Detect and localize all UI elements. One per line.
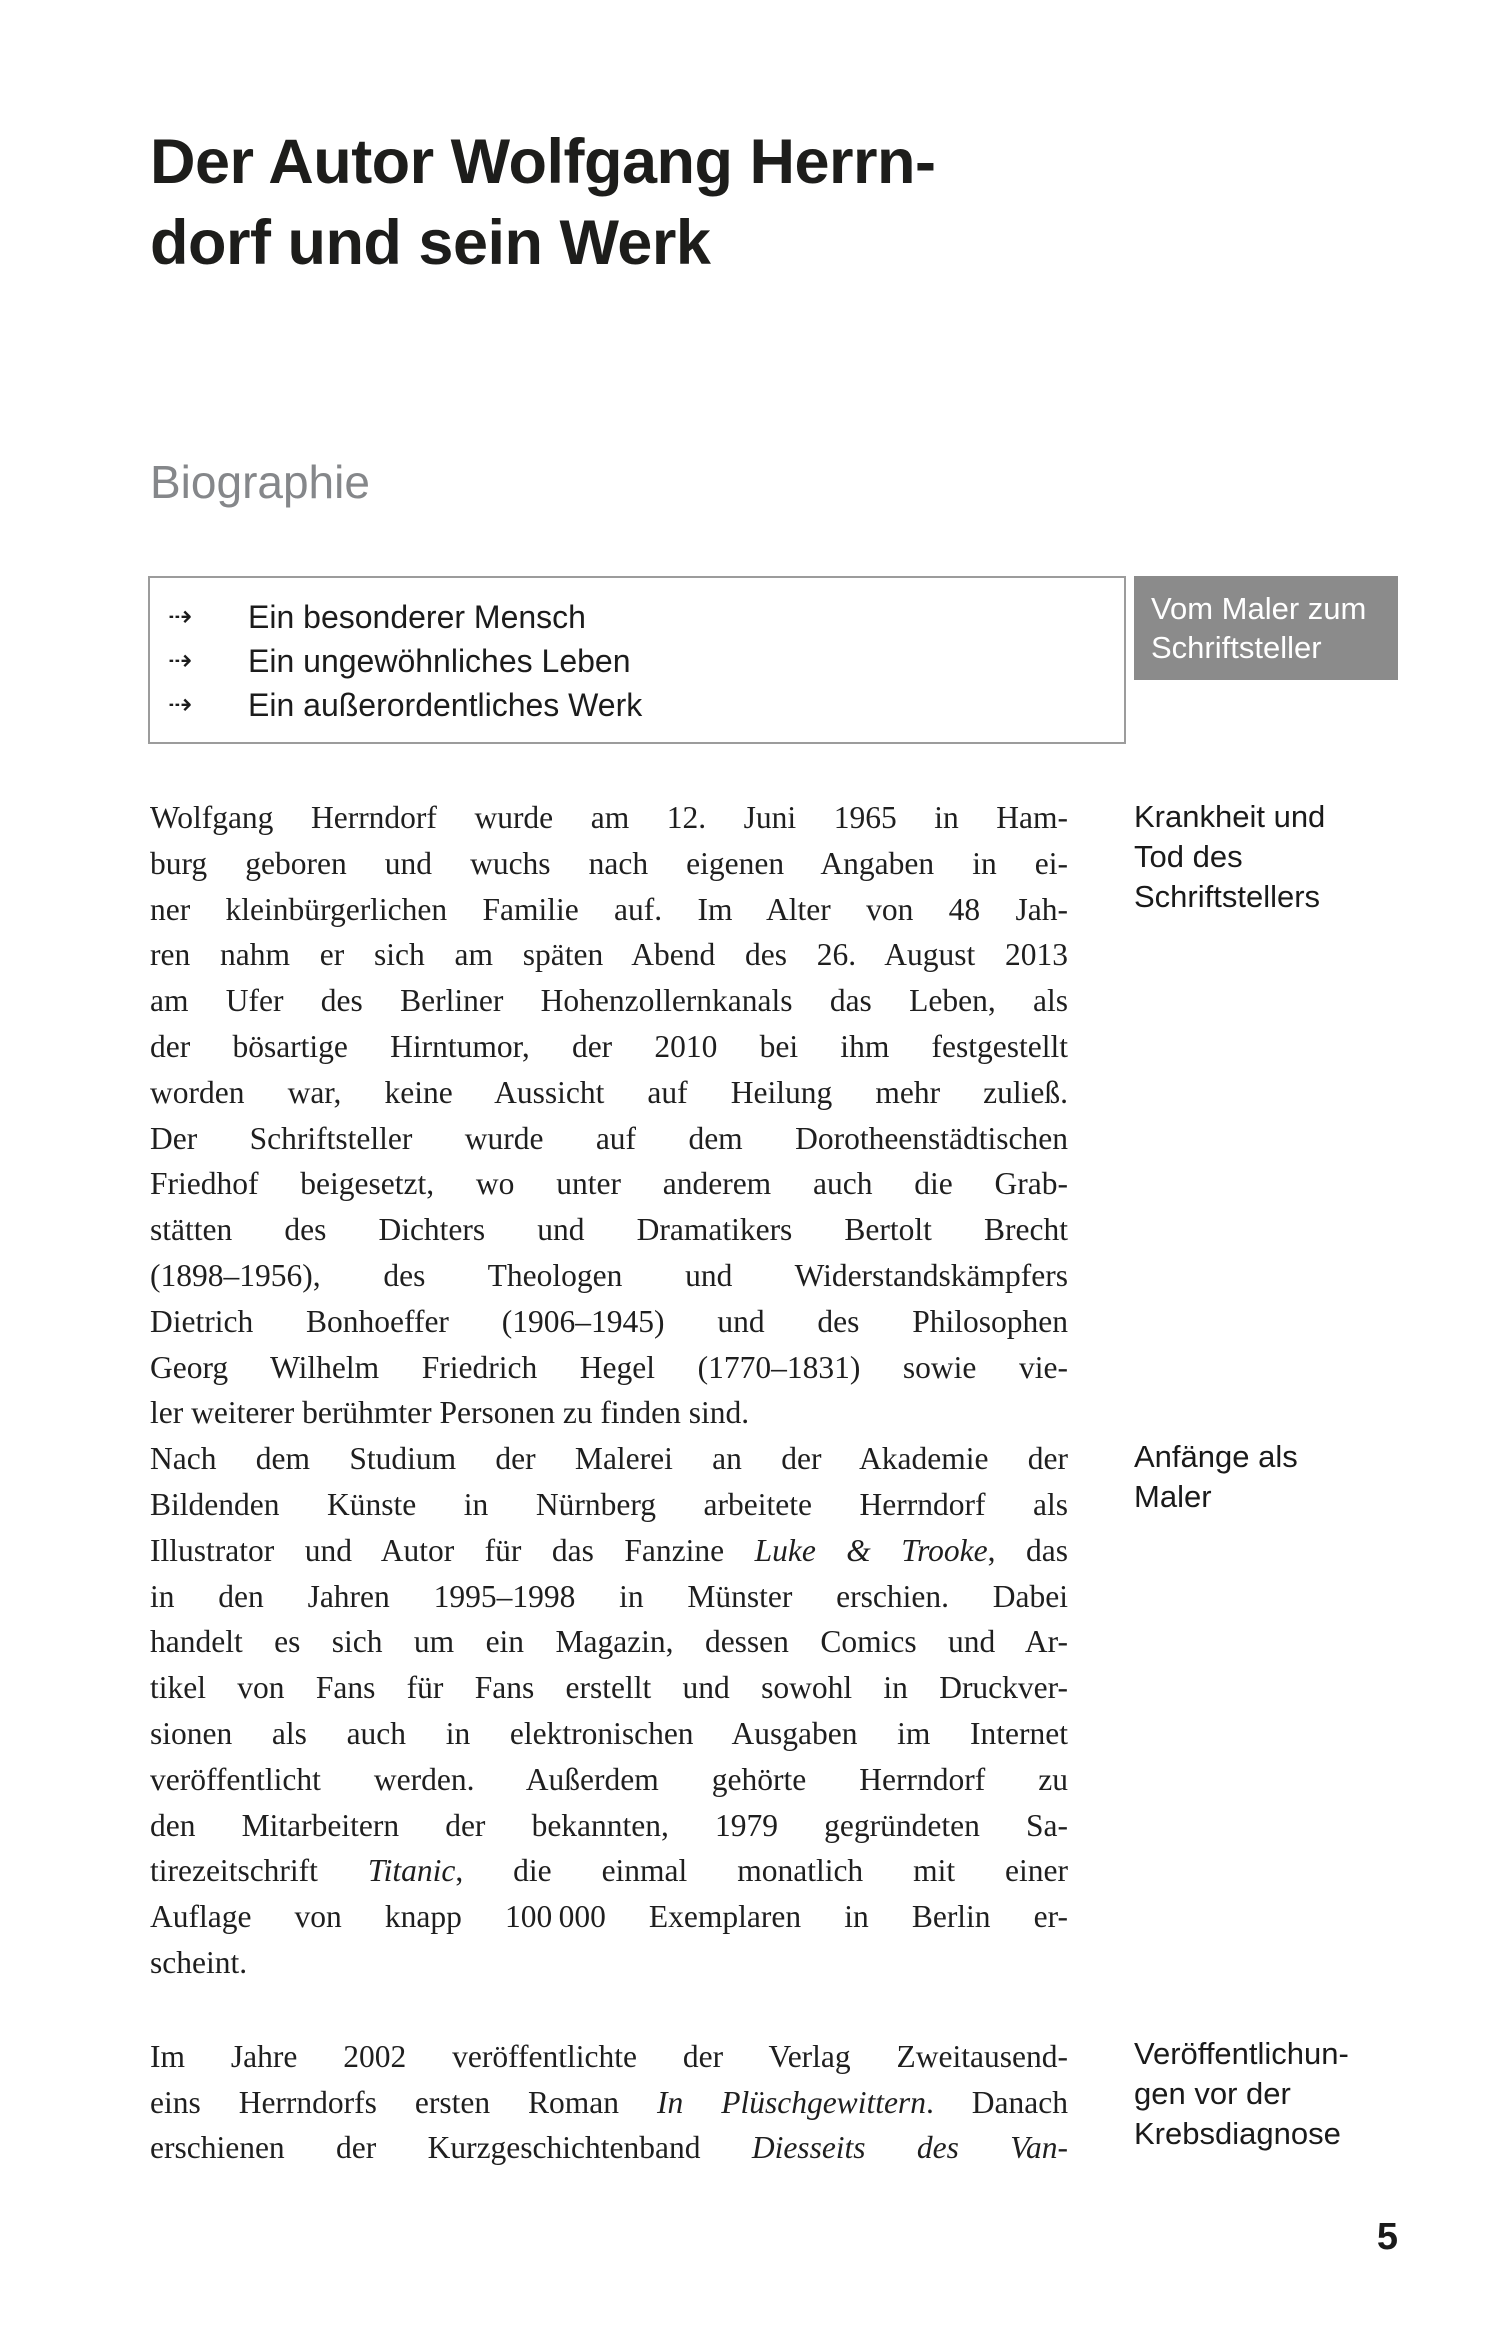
margin-note-line: gen vor der — [1134, 2076, 1291, 2111]
body-line: am Ufer des Berliner Hohenzollernkanals das Leben, als — [150, 983, 1068, 1019]
body-line: Wolfgang Herrndorf wurde am 12. Juni 1965 in Ham- — [150, 800, 1068, 835]
summary-item — [168, 595, 1114, 639]
body-line: Georg Wilhelm Friedrich Hegel (1770–1831) sowie vie- — [150, 1349, 1068, 1385]
dashed-arrow-icon: ⇢ — [168, 689, 193, 721]
body-line: in den Jahren 1995–1998 in Münster erschien. Dabei — [150, 1578, 1068, 1614]
dashed-arrow-icon: ⇢ — [168, 601, 193, 633]
body-line: Nach dem Studium der Malerei an der Akademie der — [150, 1441, 1068, 1477]
margin-note-line: Krankheit und — [1134, 799, 1326, 834]
margin-label-line: Schriftsteller — [1151, 630, 1322, 665]
body-line: veröffentlicht werden. Außerdem gehörte Herrndorf zu — [150, 1761, 1068, 1797]
body-line: Bildenden Künste in Nürnberg arbeitete Herrndorf als — [150, 1486, 1068, 1522]
body-line: burg geboren und wuchs nach eigenen Angaben in ei- — [150, 845, 1068, 881]
body-line: Dietrich Bonhoeffer (1906–1945) und des Philosophen — [150, 1303, 1068, 1339]
body-text — [150, 795, 1068, 2171]
section-heading: Biographie — [150, 456, 370, 508]
page-title-line-1: Der Autor Wolfgang Herrn- — [150, 127, 936, 197]
body-line: (1898–1956), des Theologen und Widerstandskämpfers — [150, 1257, 1068, 1293]
body-line: stätten des Dichters und Dramatikers Bertolt Brecht — [150, 1212, 1068, 1248]
margin-note-line: Krebsdiagnose — [1134, 2116, 1341, 2151]
body-line: der bösartige Hirntumor, der 2010 bei ihm festgestellt — [150, 1028, 1068, 1064]
margin-note-line: Maler — [1134, 1479, 1212, 1514]
body-line: handelt es sich um ein Magazin, dessen Comics und Ar- — [150, 1624, 1068, 1660]
body-line: eins Herrndorfs ersten Roman In Plüschgewittern. Danach — [150, 2084, 1068, 2120]
paragraph — [150, 795, 1068, 1436]
body-line: ler weiterer berühmter Personen zu finden sind. — [150, 1395, 750, 1431]
margin-note-veroeffentlichungen — [1134, 2034, 1404, 2154]
body-line: den Mitarbeitern der bekannten, 1979 gegründeten Sa- — [150, 1807, 1068, 1843]
body-line: Friedhof beigesetzt, wo unter anderem auch die Grab- — [150, 1166, 1068, 1202]
body-line: sionen als auch in elektronischen Ausgaben im Internet — [150, 1715, 1068, 1751]
margin-note-line: Veröffentlichun- — [1134, 2036, 1349, 2071]
margin-note-line: Schriftstellers — [1134, 879, 1321, 914]
margin-label-vom-maler-zum-schriftsteller — [1134, 576, 1398, 680]
body-line: worden war, keine Aussicht auf Heilung mehr zuließ. — [150, 1074, 1068, 1110]
body-line: scheint. — [150, 1944, 248, 1980]
summary-item-label: Ein außerordentliches Werk — [248, 687, 643, 723]
summary-item-label: Ein ungewöhnliches Leben — [248, 643, 631, 679]
summary-box — [148, 576, 1126, 744]
margin-note-anfaenge-als-maler — [1134, 1437, 1404, 1517]
margin-note-line: Anfänge als — [1134, 1439, 1298, 1474]
body-line: tirezeitschrift Titanic, die einmal monatlich mit einer — [150, 1853, 1068, 1889]
body-line: ren nahm er sich am späten Abend des 26. August 2013 — [150, 937, 1068, 973]
body-line: Der Schriftsteller wurde auf dem Dorotheenstädtischen — [150, 1120, 1068, 1156]
body-line: erschienen der Kurzgeschichtenband Diesseits des Van- — [150, 2130, 1068, 2166]
margin-note-krankheit-und-tod — [1134, 797, 1404, 917]
paragraph — [150, 1436, 1068, 1986]
margin-note-line: Tod des — [1134, 839, 1243, 874]
page-number: 5 — [1376, 2216, 1398, 2258]
margin-label-line: Vom Maler zum — [1151, 591, 1367, 626]
page-title-line-2: dorf und sein Werk — [150, 208, 711, 278]
paragraph — [150, 2034, 1068, 2171]
summary-item — [168, 639, 1114, 683]
body-line: tikel von Fans für Fans erstellt und sowohl in Druckver- — [150, 1670, 1068, 1706]
body-line: ner kleinbürgerlichen Familie auf. Im Alter von 48 Jah- — [150, 891, 1068, 927]
body-line: Illustrator und Autor für das Fanzine Luke & Trooke, das — [150, 1532, 1068, 1568]
summary-item-label: Ein besonderer Mensch — [248, 599, 586, 635]
dashed-arrow-icon: ⇢ — [168, 645, 193, 677]
page-title — [150, 122, 936, 284]
summary-item — [168, 683, 1114, 727]
body-line: Auflage von knapp 100 000 Exemplaren in Berlin er- — [150, 1899, 1068, 1935]
body-line: Im Jahre 2002 veröffentlichte der Verlag Zweitausend- — [150, 2038, 1068, 2074]
